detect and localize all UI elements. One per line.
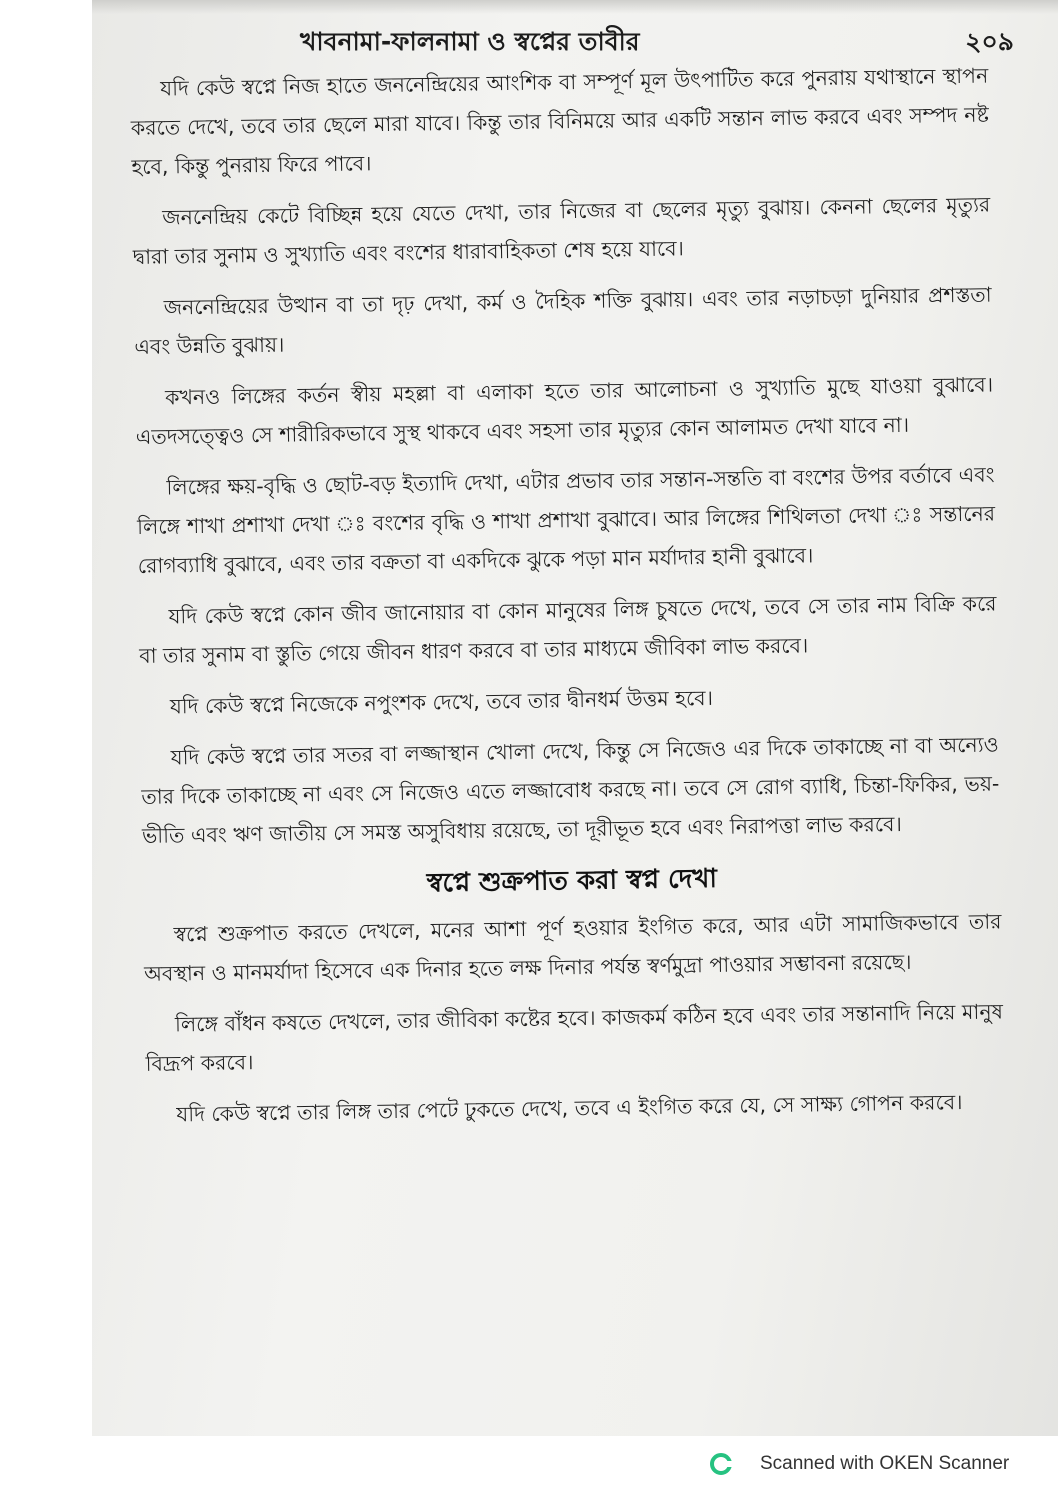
paragraph: লিঙ্গে বাঁধন কষতে দেখলে, তার জীবিকা কষ্টের হবে। কাজকর্ম কঠিন হবে এবং তার সন্তানাদি নিয়ে মানুষ বিদ্রূপ করবে।	[145, 999, 1004, 1076]
paragraph: যদি কেউ স্বপ্নে নিজেকে নপুংশক দেখে, তবে তার দ্বীনধর্ম উত্তম হবে।	[169, 685, 714, 719]
paragraph: জননেন্দ্রিয় কেটে বিচ্ছিন্ন হয়ে যেতে দেখা, তার নিজের বা ছেলের মৃত্যু বুঝায়। কেননা ছেলের মৃত্যুর দ্বারা তার সুনাম ও সুখ্যাতি এবং বংশের ধারাবাহিকতা শেষ হয়ে যাবে।	[132, 192, 991, 269]
paragraph: যদি কেউ স্বপ্নে তার লিঙ্গ তার পেটে ঢুকতে দেখে, তবে এ ইংগিত করে যে, সে সাক্ষ্য গোপন করবে।	[176, 1090, 963, 1127]
running-title: খাবনামা-ফালনামা ও স্বপ্নের তাবীর	[300, 27, 640, 56]
page-body	[130, 57, 1005, 1147]
page-header	[92, 20, 1058, 60]
paragraph: কখনও লিঙ্গের কর্তন স্বীয় মহল্লা বা এলাকা হতে তার আলোচনা ও সুখ্যাতি মুছে যাওয়া বুঝাবে। এতদসত্ত্বেও সে শারীরিকভাবে সুস্থ থাকবে এবং সহসা তার মৃত্যুর কোন আলামত দেখা যাবে না।	[135, 372, 994, 449]
oken-scanner-logo-icon	[710, 1453, 732, 1475]
scanned-page	[92, 0, 1058, 1436]
paragraph: যদি কেউ স্বপ্নে কোন জীব জানোয়ার বা কোন মানুষের লিঙ্গ চুষতে দেখে, তবে সে তার নাম বিক্রি করে বা তার সুনাম বা স্তুতি গেয়ে জীবন ধারণ করবে বা তার মাধ্যমে জীবিকা লাভ করবে।	[139, 591, 997, 668]
scanner-label: Scanned with OKEN Scanner	[760, 1453, 1010, 1474]
paragraph: লিঙ্গের ক্ষয়-বৃদ্ধি ও ছোট-বড় ইত্যাদি দেখা, এটার প্রভাব তার সন্তান-সন্ততি বা বংশের উপর বর্তাবে এবং লিঙ্গে শাখা প্রশাখা দেখা ঃ বংশের বৃদ্ধি ও শাখা প্রশাখা বুঝাবে। আর লিঙ্গের শিথিলতা দেখা ঃ সন্তানের রোগব্যাধি বুঝাবে, এবং তার বক্রতা বা একদিকে ঝুকে পড়া মান মর্যাদার হানী বুঝাবে।	[136, 462, 996, 578]
section-heading: স্বপ্নে শুক্রপাত করা স্বপ্ন দেখা	[426, 863, 718, 899]
paragraph: স্বপ্নে শুক্রপাত করতে দেখলে, মনের আশা পূর্ণ হওয়ার ইংগিত করে, আর এটা সামাজিকভাবে তার অবস্থান ও মানমর্যাদা হিসেবে এক দিনার হতে লক্ষ দিনার পর্যন্ত স্বর্ণমুদ্রা পাওয়ার সম্ভাবনা রয়েছে।	[144, 909, 1002, 986]
page-number: ২০৯	[965, 27, 1014, 56]
paragraph: যদি কেউ স্বপ্নে নিজ হাতে জননেন্দ্রিয়ের আংশিক বা সম্পূর্ণ মূল উৎপাটিত করে পুনরায় যথাস্থানে স্থাপন করতে দেখে, তবে তার ছেলে মারা যাবে। কিন্তু তার বিনিময়ে আর একটি সন্তান লাভ করবে এবং সম্পদ নষ্ট হবে, কিন্তু পুনরায় ফিরে পাবে।	[130, 63, 989, 179]
paragraph: জননেন্দ্রিয়ের উত্থান বা তা দৃঢ় দেখা, কর্ম ও দৈহিক শক্তি বুঝায়। এবং তার নড়াচড়া দুনিয়ার প্রশস্ততা এবং উন্নতি বুঝায়।	[134, 282, 992, 359]
paragraph: যদি কেউ স্বপ্নে তার সতর বা লজ্জাস্থান খোলা দেখে, কিন্তু সে নিজেও এর দিকে তাকাচ্ছে না বা অন্যেও তার দিকে তাকাচ্ছে না এবং সে নিজেও এতে লজ্জাবোধ করছে না। তবে সে রোগ ব্যাধি, চিন্তা-ফিকির, ভয়-ভীতি এবং ঋণ জাতীয় সে সমস্ত অসুবিধায় রয়েছে, তা দূরীভূত হবে এবং নিরাপত্তা লাভ করবে।	[141, 732, 1000, 848]
scanner-watermark	[710, 1451, 1009, 1477]
page-shadow	[92, 0, 1058, 14]
